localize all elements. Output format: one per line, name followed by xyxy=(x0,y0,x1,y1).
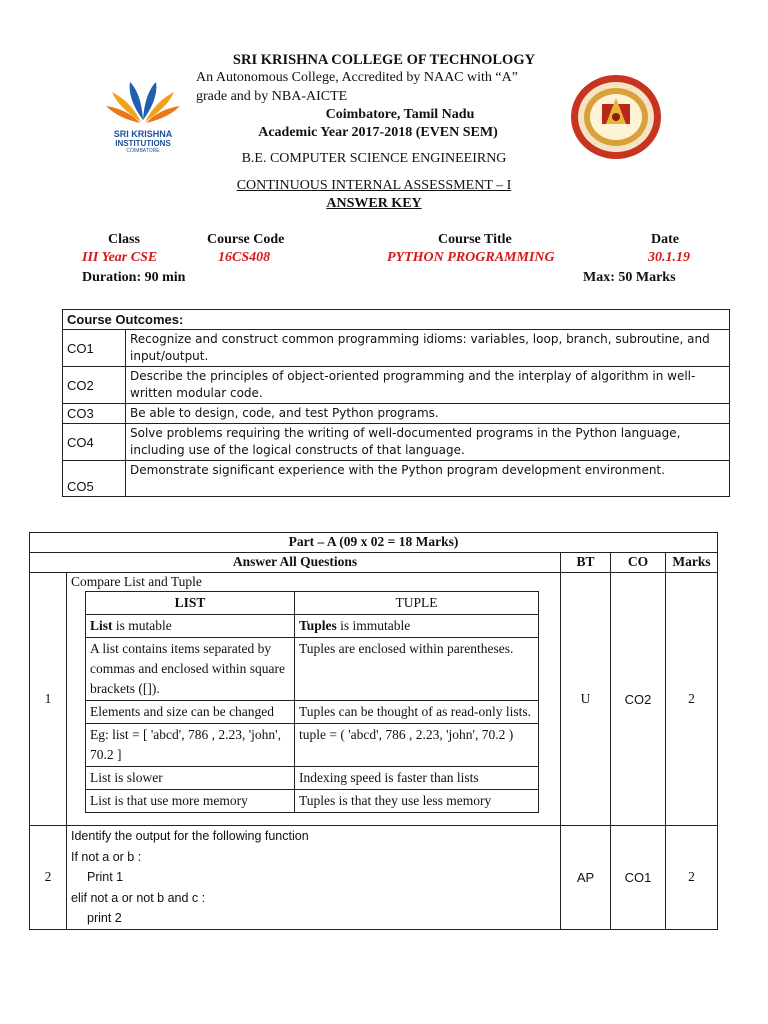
class-value: III Year CSE xyxy=(82,250,158,265)
class-label: Class xyxy=(108,232,140,247)
doc-type: ANSWER KEY xyxy=(326,196,422,211)
outcome-id: CO3 xyxy=(63,404,126,424)
question-line: Identify the output for the following function xyxy=(71,829,309,843)
marks-value: 2 xyxy=(666,573,718,826)
outcome-id: CO5 xyxy=(63,461,126,497)
list-cell: Elements and size can be changed xyxy=(86,701,295,724)
date-label: Date xyxy=(651,232,679,247)
course-code-label: Course Code xyxy=(207,232,285,247)
outcome-text: Recognize and construct common programming idioms: variables, loop, branch, subroutine, and input/output. xyxy=(126,330,730,367)
co-header: CO xyxy=(611,553,666,573)
course-title-value: PYTHON PROGRAMMING xyxy=(387,250,555,265)
marks-value: 2 xyxy=(666,826,718,930)
marks-header: Marks xyxy=(666,553,718,573)
bt-header: BT xyxy=(561,553,611,573)
question-line: Print 1 xyxy=(87,870,124,884)
tuple-cell: tuple = ( 'abcd', 786 , 2.23, 'john', 70.2 ) xyxy=(295,724,539,767)
compare-row xyxy=(86,615,539,638)
compare-row xyxy=(86,638,539,701)
tuple-cell: Indexing speed is faster than lists xyxy=(295,767,539,790)
co-value: CO1 xyxy=(611,826,666,930)
tuple-cell: is immutable xyxy=(336,618,411,633)
outcome-text: Demonstrate significant experience with the Python program development environment. xyxy=(126,461,730,497)
course-outcomes-table xyxy=(62,309,730,497)
list-header: LIST xyxy=(86,592,295,615)
question-row-1 xyxy=(30,573,718,826)
bt-value: U xyxy=(561,573,611,826)
exam-title: CONTINUOUS INTERNAL ASSESSMENT – I xyxy=(236,178,512,193)
outcome-row xyxy=(63,424,730,461)
list-bold: List xyxy=(90,618,113,633)
question-line: If not a or b : xyxy=(71,849,142,864)
course-code-value: 16CS408 xyxy=(218,250,271,265)
compare-row xyxy=(86,701,539,724)
course-outcomes-heading: Course Outcomes: xyxy=(63,310,730,330)
tuple-cell: Tuples is that they use less memory xyxy=(295,790,539,813)
max-marks: Max: 50 Marks xyxy=(583,270,676,285)
outcome-id: CO4 xyxy=(63,424,126,461)
college-name: SRI KRISHNA COLLEGE OF TECHNOLOGY xyxy=(232,52,536,68)
question-line: elif not a or not b and c : xyxy=(71,890,206,905)
list-cell: List is that use more memory xyxy=(86,790,295,813)
tuple-cell: Tuples can be thought of as read-only lists. xyxy=(295,701,539,724)
compare-row xyxy=(86,790,539,813)
list-tuple-table xyxy=(85,591,539,813)
compare-row xyxy=(86,724,539,767)
list-cell: A list contains items separated by commas and enclosed within square brackets ([]). xyxy=(86,638,295,701)
location: Coimbatore, Tamil Nadu xyxy=(325,107,475,122)
tuple-header: TUPLE xyxy=(295,592,539,615)
tuple-bold: Tuples xyxy=(299,618,337,633)
question-number: 2 xyxy=(30,826,67,930)
outcome-text: Solve problems requiring the writing of well-documented programs in the Python language, including use of the logical constructs of that language. xyxy=(126,424,730,461)
outcome-id: CO2 xyxy=(63,367,126,404)
logo-line-2: INSTITUTIONS xyxy=(115,139,171,148)
part-a-subtitle: Answer All Questions xyxy=(30,553,561,573)
list-cell: Eg: list = [ 'abcd', 786 , 2.23, 'john', 70.2 ] xyxy=(86,724,295,767)
outcome-text: Describe the principles of object-oriented programming and the interplay of algorithm in well-written modular code. xyxy=(126,367,730,404)
question-row-2 xyxy=(30,826,718,930)
question-line: print 2 xyxy=(87,911,122,925)
bt-value: AP xyxy=(561,826,611,930)
logo-line-3: COIMBATORE xyxy=(126,148,160,154)
co-value: CO2 xyxy=(611,573,666,826)
duration: Duration: 90 min xyxy=(82,270,186,285)
question-text: Compare List and Tuple xyxy=(71,574,202,589)
question-number: 1 xyxy=(30,573,67,826)
accreditation-line-1: An Autonomous College, Accredited by NAAC with “A” xyxy=(196,70,518,85)
outcome-text: Be able to design, code, and test Python programs. xyxy=(126,404,730,424)
part-a-title: Part – A (09 x 02 = 18 Marks) xyxy=(30,533,718,553)
department: B.E. COMPUTER SCIENCE ENGINEEIRNG xyxy=(241,151,507,166)
date-value: 30.1.19 xyxy=(648,250,690,265)
part-a-table xyxy=(29,532,718,930)
outcome-row xyxy=(63,404,730,424)
list-cell: List is slower xyxy=(86,767,295,790)
outcome-row xyxy=(63,367,730,404)
outcome-id: CO1 xyxy=(63,330,126,367)
course-title-label: Course Title xyxy=(438,232,512,247)
academic-year: Academic Year 2017-2018 (EVEN SEM) xyxy=(258,125,498,140)
logo-line-1: SRI KRISHNA xyxy=(113,129,173,139)
outcome-row xyxy=(63,330,730,367)
list-cell: is mutable xyxy=(112,618,172,633)
compare-row xyxy=(86,767,539,790)
outcome-row xyxy=(63,461,730,497)
accreditation-line-2: grade and by NBA-AICTE xyxy=(196,89,348,104)
tuple-cell: Tuples are enclosed within parentheses. xyxy=(295,638,539,701)
